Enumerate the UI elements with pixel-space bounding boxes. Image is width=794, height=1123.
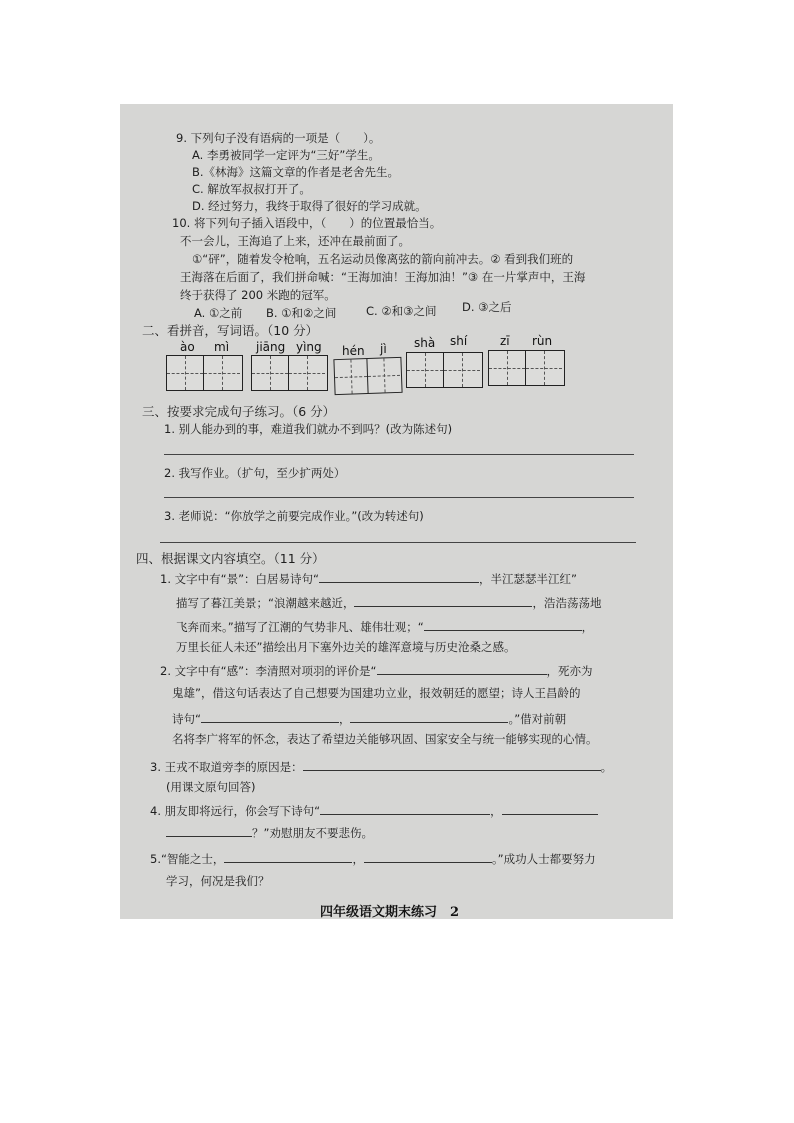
s4-q2-line2: 鬼雄”，借这句话表达了自己想要为国建功立业，报效朝廷的愿望；诗人王昌龄的: [172, 686, 581, 700]
answer-cell[interactable]: [167, 356, 204, 390]
q10-passage-line: 终于获得了 200 米跑的冠军。: [180, 288, 336, 302]
s4-q3-text: 3. 王戎不取道旁李的原因是：: [150, 760, 303, 774]
page-footer: 四年级语文期末练习 2: [320, 905, 460, 919]
fill-blank[interactable]: [364, 850, 492, 863]
q10-passage-line: 王海落在后面了，我们拼命喊：“王海加油！王海加油！”③ 在一片掌声中，王海: [180, 270, 586, 284]
s4-q5-text: ，: [352, 852, 364, 866]
section3-item: 3. 老师说：“你放学之前要完成作业。”(改为转述句): [164, 509, 424, 523]
answer-cell[interactable]: [252, 356, 289, 390]
s4-q2-line1: [160, 662, 593, 679]
s4-q2-text: ，死亦为: [546, 664, 593, 678]
pinyin-syllable: rùn: [532, 334, 553, 348]
pinyin-syllable: jì: [380, 342, 387, 356]
s4-q2-line3: [172, 710, 566, 727]
s4-q1-text: ，: [581, 620, 594, 634]
section2-title: 二、看拼音，写词语。（10 分）: [142, 323, 319, 338]
fill-blank[interactable]: [377, 662, 547, 675]
s4-q1-text: 1. 文字中有“景”：白居易诗句“: [160, 572, 319, 586]
answer-line[interactable]: [164, 497, 634, 498]
pinyin-syllable: mì: [214, 340, 230, 354]
fill-blank[interactable]: [303, 758, 601, 771]
q9-option-b: B.《林海》这篇文章的作者是老舍先生。: [192, 165, 400, 179]
q10-passage-line: ①“砰”，随着发令枪响，五名运动员像离弦的箭向前冲去。② 看到我们班的: [192, 252, 574, 266]
s4-q5-text: 5.“智能之士，: [150, 852, 225, 866]
s4-q1-line4: 万里长征人未还”描绘出月下塞外边关的雄浑意境与历史沧桑之感。: [176, 640, 516, 654]
answer-line[interactable]: [164, 454, 634, 455]
fill-blank[interactable]: [320, 802, 490, 815]
s4-q2-text: 2. 文字中有“感”：李清照对项羽的评价是“: [160, 664, 377, 678]
s4-q1-text: ，浩浩荡荡地: [532, 596, 602, 610]
s4-q4-text: ，: [490, 804, 502, 818]
q10-option-a: A. ①之前: [194, 306, 243, 320]
q10-sentence: 不一会儿，王海追了上来，还冲在最前面了。: [180, 234, 410, 248]
answer-cell[interactable]: [289, 356, 325, 390]
answer-grid[interactable]: [251, 355, 328, 391]
s4-q5-line1: [150, 850, 596, 867]
fill-blank[interactable]: [319, 570, 479, 583]
s4-q2-text: ，: [338, 712, 351, 726]
s4-q2-text: 。”借对前朝: [508, 712, 567, 726]
q9-option-d: D. 经过努力，我终于取得了很好的学习成就。: [192, 199, 427, 213]
section4-title: 四、根据课文内容填空。（11 分）: [136, 551, 325, 566]
q10-stem: 10. 将下列句子插入语段中，（ ）的位置最恰当。: [172, 216, 442, 230]
exam-page: [120, 104, 673, 919]
s4-q4-line2: [166, 824, 373, 841]
section3-item: 2. 我写作业。（扩句，至少扩两处）: [164, 466, 346, 480]
fill-blank[interactable]: [166, 824, 252, 837]
section3-title: 三、按要求完成句子练习。（6 分）: [142, 404, 336, 419]
fill-blank[interactable]: [502, 802, 598, 815]
pinyin-syllable: yìng: [296, 340, 322, 354]
pinyin-syllable: hén: [342, 344, 365, 358]
answer-grid[interactable]: [333, 357, 402, 395]
q9-stem: 9. 下列句子没有语病的一项是（ ）。: [176, 131, 381, 145]
section3-item: 1. 别人能办到的事，难道我们就办不到吗？(改为陈述句): [164, 422, 453, 436]
fill-blank[interactable]: [354, 594, 532, 607]
answer-cell[interactable]: [407, 353, 444, 387]
pinyin-syllable: jiāng: [256, 340, 286, 354]
s4-q1-line3: [176, 618, 593, 635]
s4-q1-line2: [176, 594, 601, 611]
fill-blank[interactable]: [224, 850, 352, 863]
pinyin-syllable: ào: [180, 340, 195, 354]
q9-option-c: C. 解放军叔叔打开了。: [192, 182, 311, 196]
answer-cell[interactable]: [489, 351, 526, 385]
fill-blank[interactable]: [424, 618, 582, 631]
s4-q3-text: 。: [600, 760, 613, 774]
q10-option-c: C. ②和③之间: [366, 304, 437, 318]
pinyin-syllable: zī: [500, 334, 510, 348]
answer-cell[interactable]: [334, 359, 368, 394]
q10-option-d: D. ③之后: [462, 300, 512, 314]
s4-q1-line1: [160, 570, 577, 587]
q10-option-b: B. ①和②之间: [266, 306, 337, 320]
answer-line[interactable]: [160, 542, 636, 543]
answer-grid[interactable]: [406, 352, 483, 388]
s4-q5-text: 。”成功人士都要努力: [491, 852, 596, 866]
s4-q2-line4: 名将李广将军的怀念，表达了希望边关能够巩固、国家安全与统一能够实现的心情。: [172, 732, 598, 746]
s4-q4-line1: [150, 802, 598, 819]
answer-grid[interactable]: [488, 350, 565, 386]
s4-q2-text: 诗句“: [172, 712, 201, 726]
pinyin-syllable: shà: [414, 336, 436, 350]
answer-cell[interactable]: [444, 353, 480, 387]
s4-q1-text: 描写了暮江美景；“浪潮越来越近，: [176, 596, 355, 610]
answer-grid[interactable]: [166, 355, 243, 391]
s4-q3-note: (用课文原句回答): [166, 780, 256, 794]
answer-cell[interactable]: [526, 351, 562, 385]
s4-q1-text: 飞奔而来。”描写了江潮的气势非凡、雄伟壮观；“: [176, 620, 424, 634]
fill-blank[interactable]: [201, 710, 339, 723]
q9-option-a: A. 李勇被同学一定评为“三好”学生。: [192, 148, 380, 162]
s4-q4-text: ？”劝慰朋友不要悲伤。: [252, 826, 373, 840]
pinyin-syllable: shí: [450, 334, 468, 348]
s4-q5-line2: 学习，何况是我们？: [166, 874, 270, 888]
s4-q1-text: ，半江瑟瑟半江红”: [479, 572, 577, 586]
fill-blank[interactable]: [350, 710, 508, 723]
s4-q3-line1: [150, 758, 612, 775]
answer-cell[interactable]: [204, 356, 240, 390]
s4-q4-text: 4. 朋友即将远行，你会写下诗句“: [150, 804, 321, 818]
answer-cell[interactable]: [367, 358, 400, 393]
